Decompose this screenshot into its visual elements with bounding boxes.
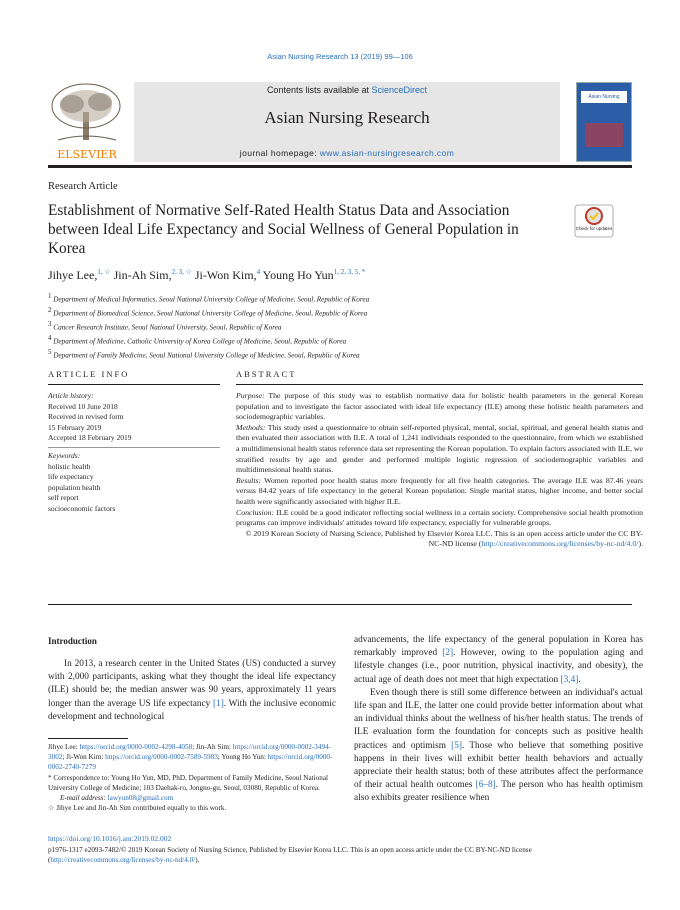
elsevier-wordmark: ELSEVIER bbox=[57, 148, 117, 161]
reference-link[interactable]: [1] bbox=[212, 698, 224, 709]
abstract-methods bbox=[236, 423, 643, 476]
affiliations bbox=[48, 291, 608, 360]
intro-paragraph-1 bbox=[48, 658, 336, 724]
affiliation-item bbox=[48, 305, 608, 319]
affiliation-num: 5 bbox=[48, 347, 52, 356]
bottom-copyright bbox=[48, 845, 648, 865]
author-name: Young Ho Yun bbox=[262, 268, 334, 282]
homepage-link[interactable]: www.asian-nursingresearch.com bbox=[319, 148, 455, 158]
elsevier-logo[interactable] bbox=[48, 82, 126, 162]
article-title: Establishment of Normative Self-Rated Health Status Data and Association between Ideal Life Expectancy and Social Wellness of General Population in Korea bbox=[48, 202, 519, 257]
copyright-end: ). bbox=[195, 856, 200, 865]
affiliation-num: 1 bbox=[48, 292, 52, 300]
keyword-item: socioeconomic factors bbox=[48, 503, 116, 513]
abstract-rule bbox=[236, 384, 643, 385]
affiliation-text: Department of Biomedical Science, Seoul National University College of Medicine, Seoul, Republic of Korea bbox=[53, 309, 368, 318]
author-name: Jin-Ah Sim, bbox=[113, 268, 172, 282]
correspondence-footnote: * Correspondence to: Young Ho Yun, MD, PhD, Department of Family Medicine, Seoul National University College of Medicine; 103 Daehak-ro, Jongno-gu, Seoul, 03080, Republic of Korea. bbox=[48, 773, 329, 792]
journal-citation[interactable]: Asian Nursing Research 13 (2019) 99—106 bbox=[267, 52, 413, 61]
abstract-results bbox=[236, 476, 643, 508]
keywords-rule bbox=[48, 447, 220, 448]
orcid-author: ; Jin-Ah Sim: bbox=[192, 743, 231, 751]
abstract-copyright bbox=[236, 529, 643, 550]
author-sup[interactable]: 2, 3, ☆ bbox=[171, 268, 192, 276]
article-type: Research Article bbox=[48, 181, 118, 192]
orcid-author: Jihye Lee: bbox=[48, 743, 78, 751]
elsevier-tree-icon bbox=[48, 82, 126, 162]
reference-link[interactable]: [3,4] bbox=[560, 674, 579, 685]
author-1[interactable] bbox=[48, 268, 111, 282]
doi-link[interactable]: https://doi.org/10.1016/j.anr.2019.02.002 bbox=[48, 834, 172, 843]
orcid-footnote bbox=[48, 742, 336, 773]
sciencedirect-link[interactable]: ScienceDirect bbox=[371, 85, 428, 95]
email-label: E-mail address: bbox=[60, 794, 106, 803]
reference-link[interactable]: [6–8] bbox=[475, 780, 496, 791]
conclusion-label: Conclusion: bbox=[236, 507, 275, 517]
affiliation-num: 4 bbox=[48, 333, 52, 342]
affiliation-item bbox=[48, 319, 608, 333]
author-sup[interactable]: 1, 2, 3, 5, * bbox=[333, 268, 366, 276]
history-label: Article history: bbox=[48, 391, 94, 400]
intro-text: . With the inclusive economic development and technological bbox=[48, 698, 337, 722]
orcid-link[interactable]: https://orcid.org/0000-0002-7589-5983 bbox=[105, 753, 218, 762]
reference-link[interactable]: [2] bbox=[442, 648, 454, 659]
author-name: Jihye Lee, bbox=[48, 268, 98, 282]
reference-link[interactable]: [5] bbox=[451, 740, 463, 751]
journal-cover-thumbnail[interactable] bbox=[576, 82, 632, 162]
intro-text: In 2013, a research center in the United States (US) conducted a survey with 2,000 participants, asking what they thought the ideal life expectancy (ILE) should be; the median answer was 90 years, approximately 11 years longer than the average US life expectancy bbox=[48, 659, 336, 709]
footnotes bbox=[48, 742, 336, 813]
header-rule bbox=[48, 165, 632, 168]
license-link[interactable]: http://creativecommons.org/licenses/by-nc-nd/4.0/ bbox=[481, 539, 639, 549]
affiliation-item bbox=[48, 291, 608, 305]
affiliation-text: Cancer Research Institute, Seoul National University, Seoul, Republic of Korea bbox=[53, 323, 282, 332]
journal-title: Asian Nursing Research bbox=[264, 108, 430, 127]
copyright-end: ). bbox=[638, 539, 643, 549]
orcid-link[interactable]: https://orcid.org/0000-0002-3494-3002 bbox=[48, 743, 332, 762]
intro-text: . bbox=[578, 674, 581, 685]
intro-paragraph-1-cont bbox=[354, 634, 643, 687]
author-sup[interactable]: 1, ☆ bbox=[97, 268, 111, 276]
methods-text: This study used a questionnaire to obtain self-reported physical, mental, social, spiritual, and general health status and then evaluated their association with ILE. A total of 1,241 individuals responded to the questionnaire, from which we established a multidimensional health status reference data set representing the Korean population. To explain factors associated with ILE, we stratified results by age and gender and performed multiple logistic regression of sociodemographic variables and multidimensional health status. bbox=[236, 422, 643, 475]
intro-text: . The person who has health optimism also exhibits greater resilience when bbox=[354, 780, 643, 804]
cover-title: Asian Nursing Research bbox=[581, 91, 627, 103]
contents-prefix: Contents lists available at bbox=[266, 85, 369, 95]
keywords-label: Keywords: bbox=[48, 451, 81, 460]
purpose-text: The purpose of this study was to establish normative data for holistic health parameters in the general Korean population and to investigate the factor associated with ideal life expectancy (ILE) among these holistic health parameters and sociodemographic variables. bbox=[236, 391, 643, 422]
intro-left-column bbox=[48, 658, 336, 724]
abstract-conclusion bbox=[236, 508, 643, 529]
intro-right-column bbox=[354, 634, 643, 806]
results-label: Results: bbox=[236, 475, 262, 485]
keywords bbox=[48, 451, 218, 514]
affiliation-item bbox=[48, 333, 608, 347]
affiliation-item bbox=[48, 347, 608, 361]
abstract-purpose bbox=[236, 391, 643, 423]
introduction-heading: Introduction bbox=[48, 636, 97, 646]
article-info-heading: ARTICLE INFO bbox=[48, 369, 130, 379]
article-history bbox=[48, 391, 218, 444]
abstract-heading: ABSTRACT bbox=[236, 369, 297, 379]
conclusion-text: ILE could be a good indicator reflecting social wellness in a certain society. Comprehensive social health promotion programs can improve individuals' attitudes toward life expectancy, especially for vulnerable groups. bbox=[236, 507, 644, 528]
intro-paragraph-2 bbox=[354, 687, 643, 806]
email-footnote bbox=[48, 793, 336, 803]
abstract-body bbox=[236, 391, 643, 550]
license-link[interactable]: http://creativecommons.org/licenses/by-nc-nd/4.0/ bbox=[50, 856, 196, 865]
affiliation-text: Department of Family Medicine, Seoul National University College of Medicine, Seoul, Republic of Korea bbox=[53, 350, 360, 359]
keyword-item: holistic health bbox=[48, 461, 91, 471]
journal-banner bbox=[48, 82, 632, 162]
intro-text: . However, owing to the population aging and lifestyle changes (i.e., poor nutrition, physical inactivity, and obesity), the actual age of death does not meet that high expectation bbox=[354, 648, 643, 685]
copyright-text: p1976-1317 e2093-7482/© 2019 Korean Society of Nursing Science, Published by Elsevier Korea LLC. This is an open access article under the CC BY-NC-ND license ( bbox=[48, 846, 532, 865]
equal-contribution-footnote: ☆ Jihye Lee and Jin-Ah Sim contributed equally to this work. bbox=[48, 804, 227, 813]
intro-text: Even though there is still some difference between an individual's actual life span and ILE, the latter one could provide better information about what an individual thinks about the wellness of his/her health status. The trends of ILE evaluation form the foundation for concepts such as positive health practices and optimism bbox=[354, 687, 643, 751]
article-info-rule bbox=[48, 384, 220, 385]
masthead bbox=[134, 82, 560, 162]
affiliation-num: 2 bbox=[48, 305, 52, 314]
author-name: Ji-Won Kim, bbox=[194, 268, 257, 282]
intro-text: . Those who believe that something positive happens in their lives will exhibit better health behaviors and actually appreciate their health status; both of these attributes affect the performance of their actual health outcomes bbox=[354, 740, 644, 791]
methods-label: Methods: bbox=[236, 422, 266, 432]
cover-image bbox=[585, 123, 623, 147]
history-item: Received 10 June 2018 bbox=[48, 401, 118, 411]
orcid-author: ; Young Ho Yun: bbox=[217, 753, 266, 762]
check-updates-label: Check for updates bbox=[575, 226, 613, 231]
affiliation-text: Department of Medical Informatics, Seoul National University College of Medicine, Seoul, Republic of Korea bbox=[53, 295, 370, 304]
author-sup[interactable]: 4 bbox=[256, 268, 261, 276]
history-item: Accepted 18 February 2019 bbox=[48, 433, 132, 442]
copyright-text: © 2019 Korean Society of Nursing Science, Published by Elsevier Korea LLC. This is an open access article under the CC BY-NC-ND license ( bbox=[245, 528, 643, 549]
check-updates-icon bbox=[574, 204, 614, 238]
author-2[interactable] bbox=[114, 268, 192, 282]
author-list bbox=[48, 268, 365, 283]
author-3[interactable] bbox=[195, 268, 260, 282]
intro-text: advancements, the life expectancy of the general population in Korea has remarkably improved bbox=[354, 635, 643, 659]
purpose-label: Purpose: bbox=[236, 391, 265, 400]
history-item: 15 February 2019 bbox=[48, 422, 102, 432]
keyword-item: self report bbox=[48, 493, 79, 502]
author-4[interactable] bbox=[263, 268, 366, 282]
orcid-link[interactable]: https://orcid.org/0000-0002-2740-7279 bbox=[48, 753, 333, 772]
email-link[interactable]: lawyun08@gmail.com bbox=[107, 794, 174, 803]
orcid-link[interactable]: https://orcid.org/0000-0002-4298-4058 bbox=[79, 743, 193, 751]
keyword-item: population health bbox=[48, 482, 101, 492]
orcid-author: ; Ji-Won Kim: bbox=[62, 753, 104, 762]
results-text: Women reported poor health status more frequently for all five health categories. The average ILE was 87.46 years versus 84.42 years of life expectancy in the general Korean population. Single marital status, higher income, and better social health were significantly associated with higher ILE. bbox=[236, 475, 643, 506]
abstract-bottom-rule bbox=[48, 604, 632, 605]
keyword-item: life expectancy bbox=[48, 472, 94, 481]
history-item: Received in revised form bbox=[48, 412, 124, 421]
affiliation-text: Department of Medicine, Catholic University of Korea College of Medicine, Seoul, Republic of Korea bbox=[53, 337, 347, 346]
contents-line bbox=[134, 85, 560, 95]
affiliation-num: 3 bbox=[48, 319, 52, 328]
footnote-rule bbox=[48, 738, 128, 739]
homepage-prefix: journal homepage: bbox=[239, 148, 317, 158]
check-for-updates-badge[interactable] bbox=[574, 204, 614, 238]
journal-homepage bbox=[134, 148, 560, 158]
